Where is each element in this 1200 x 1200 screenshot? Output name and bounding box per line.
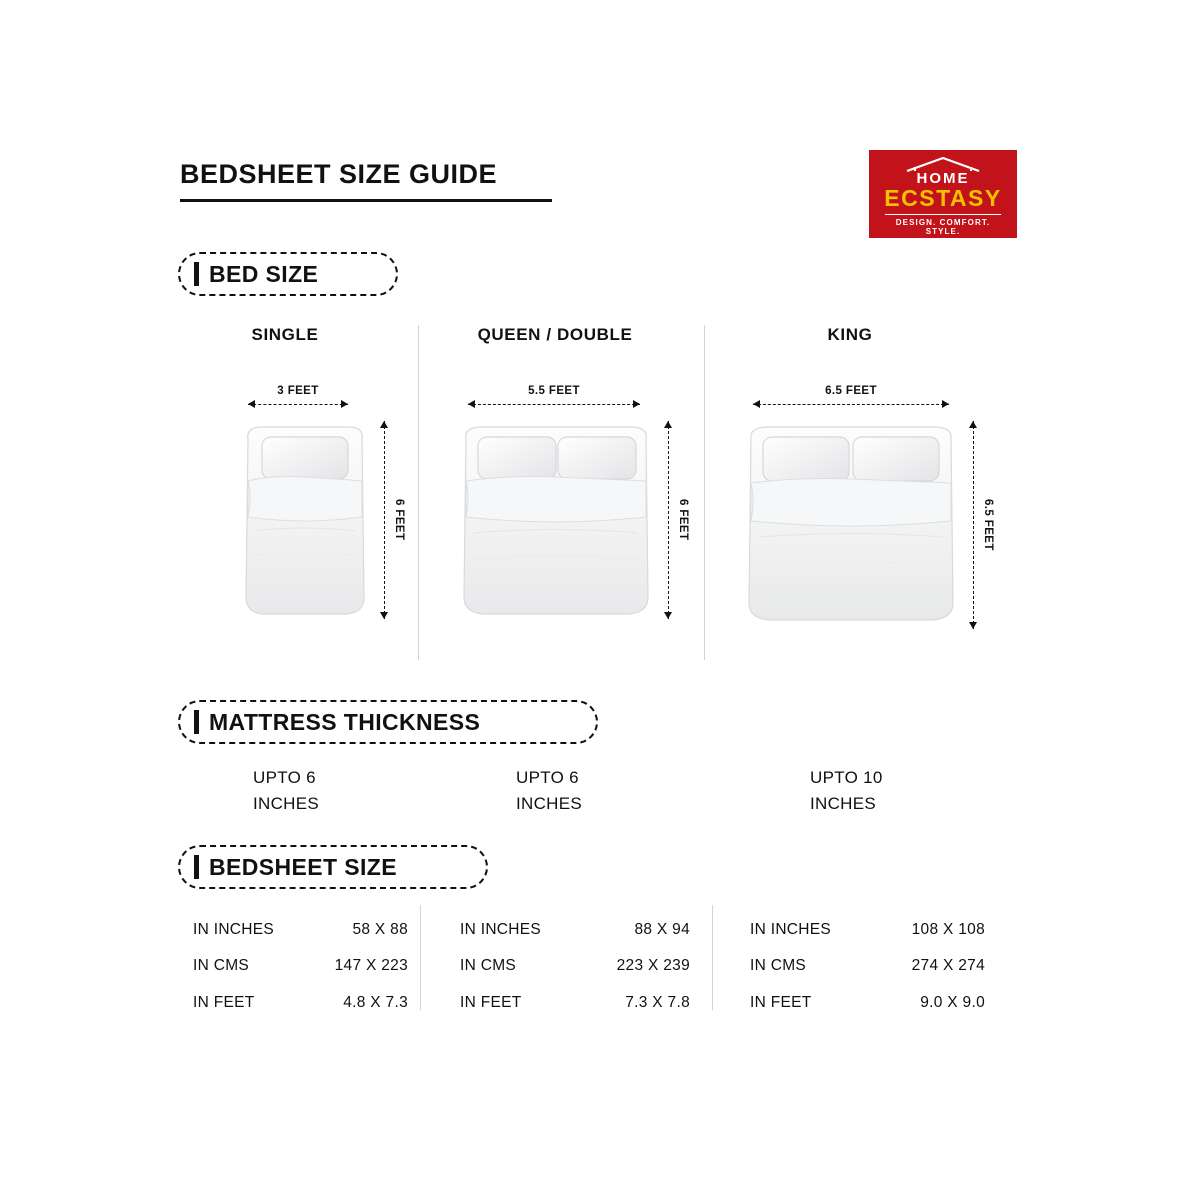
page-title-block (180, 160, 600, 202)
title-underline (180, 199, 552, 202)
size-unit-label: IN CMS (193, 957, 250, 975)
bed-graphic-single (240, 421, 370, 621)
table-row (193, 912, 408, 948)
bed-illustration-wrap (705, 363, 995, 663)
table-row (193, 948, 408, 984)
size-value: 88 X 94 (634, 921, 690, 938)
page-title: BEDSHEET SIZE GUIDE (180, 159, 498, 189)
table-row (460, 985, 690, 1021)
length-dimension (664, 421, 689, 619)
size-value: 4.8 X 7.3 (343, 993, 408, 1011)
bedsheet-size-table-single (193, 912, 408, 1021)
width-dimension (468, 385, 640, 409)
size-unit-label: IN INCHES (750, 921, 832, 938)
table-row (750, 912, 985, 948)
size-unit-label: IN FEET (750, 993, 812, 1011)
mattress-thickness-king (810, 765, 883, 818)
length-dimension (380, 421, 405, 619)
bed-column-title: SINGLE (251, 325, 319, 344)
size-value: 274 X 274 (911, 957, 985, 975)
section-heading-bedsheet-size (178, 845, 488, 889)
bedsheet-size-table-king (750, 912, 985, 1021)
width-dimension-label: 5.5 FEET (528, 385, 580, 397)
size-value: 108 X 108 (911, 921, 985, 938)
width-dimension (248, 385, 348, 409)
size-unit-label: IN FEET (193, 993, 255, 1011)
heading-accent-bar (194, 262, 199, 286)
section-label: BEDSHEET SIZE (209, 853, 397, 880)
thickness-line-1: UPTO 6 (253, 768, 316, 787)
table-row (750, 948, 985, 984)
house-roof-icon (901, 156, 985, 172)
length-dimension (969, 421, 994, 629)
size-value: 147 X 223 (334, 957, 408, 975)
mattress-thickness-queen (516, 765, 582, 818)
length-dimension-label: 6 FEET (677, 499, 689, 541)
mattress-thickness-single (253, 765, 319, 818)
section-label: MATTRESS THICKNESS (209, 708, 481, 735)
size-value: 7.3 X 7.8 (625, 993, 690, 1011)
width-dimension-label: 6.5 FEET (825, 385, 877, 397)
size-unit-label: IN INCHES (460, 921, 542, 938)
table-divider (420, 905, 421, 1010)
bed-column-title: KING (827, 325, 873, 344)
bed-graphic-queen (458, 421, 654, 621)
table-row (750, 985, 985, 1021)
thickness-line-2: INCHES (516, 794, 583, 814)
brand-logo (869, 150, 1017, 238)
table-divider (712, 905, 713, 1010)
logo-line-home: HOME (916, 170, 970, 188)
heading-accent-bar (194, 710, 199, 734)
table-row (193, 985, 408, 1021)
size-unit-label: IN FEET (460, 993, 522, 1011)
bed-illustration-wrap (410, 363, 700, 663)
thickness-line-2: INCHES (253, 794, 320, 814)
size-value: 58 X 88 (352, 921, 408, 938)
size-unit-label: IN CMS (460, 957, 517, 975)
size-value: 9.0 X 9.0 (920, 993, 985, 1011)
bed-illustration-wrap (140, 363, 430, 663)
bed-graphic-king (743, 421, 959, 626)
thickness-line-1: UPTO 10 (810, 768, 883, 787)
width-dimension-label: 3 FEET (277, 385, 319, 397)
length-dimension-label: 6 FEET (393, 499, 405, 541)
bed-column-queen-double (410, 325, 700, 663)
length-dimension-label: 6.5 FEET (982, 499, 994, 551)
bedsheet-size-table-queen (460, 912, 690, 1021)
thickness-line-2: INCHES (810, 794, 877, 814)
heading-accent-bar (194, 855, 199, 879)
section-label: BED SIZE (209, 260, 319, 287)
size-unit-label: IN CMS (750, 957, 807, 975)
table-row (460, 948, 690, 984)
table-row (460, 912, 690, 948)
thickness-line-1: UPTO 6 (516, 768, 579, 787)
size-unit-label: IN INCHES (193, 921, 275, 938)
logo-line-ecstasy: ECSTASY (884, 185, 1002, 212)
section-heading-bed-size (178, 252, 398, 296)
logo-tagline: DESIGN. COMFORT. STYLE. (885, 214, 1001, 236)
bed-column-king (705, 325, 995, 663)
section-heading-mattress-thickness (178, 700, 598, 744)
bed-column-single (140, 325, 430, 663)
bed-column-title: QUEEN / DOUBLE (477, 325, 633, 344)
size-value: 223 X 239 (616, 957, 690, 975)
width-dimension (753, 385, 949, 409)
